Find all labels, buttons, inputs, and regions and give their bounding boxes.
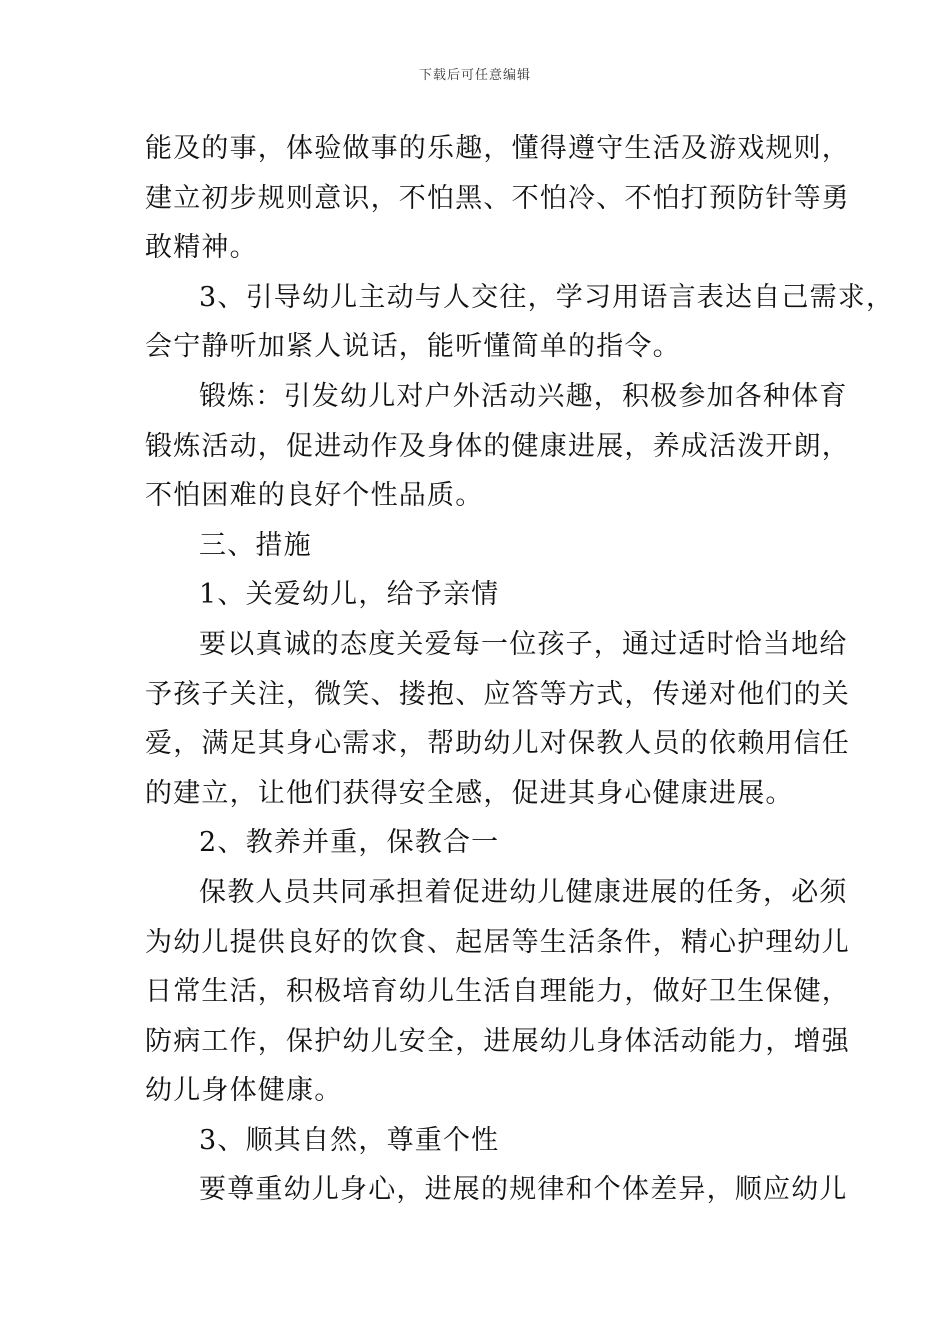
paragraph xyxy=(145,620,850,818)
text-line: 爱，满足其身心需求，帮助幼儿对保教人员的依赖用信任 xyxy=(145,728,850,760)
paragraph xyxy=(145,1165,848,1215)
paragraph xyxy=(145,521,813,571)
page-header: 下载后可任意编辑 xyxy=(418,68,531,83)
text-line: 1、关爱幼儿，给予亲情 xyxy=(199,579,500,611)
text-line: 能及的事，体验做事的乐趣，懂得遵守生活及游戏规则， xyxy=(145,133,850,164)
text-line: 三、措施 xyxy=(199,529,312,561)
text-line: 锻炼：引发幼儿对户外活动兴趣，积极参加各种体育 xyxy=(199,380,848,412)
paragraph xyxy=(145,273,895,372)
text-line: 为幼儿提供良好的饮食、起居等生活条件，精心护理幼儿 xyxy=(145,926,850,958)
paragraph xyxy=(145,124,850,273)
paragraph xyxy=(145,372,850,521)
text-line: 防病工作，保护幼儿安全，进展幼儿身体活动能力，增强 xyxy=(145,1025,850,1057)
text-line: 要尊重幼儿身心，进展的规律和个体差异，顺应幼儿 xyxy=(199,1174,848,1206)
text-line: 敢精神。 xyxy=(145,232,258,264)
text-line: 2、教养并重，保教合一 xyxy=(199,827,500,859)
text-line: 保教人员共同承担着促进幼儿健康进展的任务，必须 xyxy=(199,876,848,908)
paragraph xyxy=(145,1116,813,1166)
text-line: 日常生活，积极培育幼儿生活自理能力，做好卫生保健， xyxy=(145,976,850,1008)
text-line: 会宁静听加紧人说话，能听懂简单的指令。 xyxy=(145,331,681,363)
text-line: 不怕困难的良好个性品质。 xyxy=(145,480,484,512)
text-line: 的建立，让他们获得安全感，促进其身心健康进展。 xyxy=(145,777,794,809)
paragraph xyxy=(145,868,850,1116)
text-line: 予孩子关注，微笑、搂抱、应答等方式，传递对他们的关 xyxy=(145,678,850,710)
text-line: 要以真诚的态度关爱每一位孩子，通过适时恰当地给 xyxy=(199,628,848,660)
text-line: 锻炼活动，促进动作及身体的健康进展，养成活泼开朗， xyxy=(145,430,850,462)
document-body xyxy=(145,124,895,1215)
text-line: 3、引导幼儿主动与人交往，学习用语言表达自己需求， xyxy=(199,281,895,313)
text-line: 3、顺其自然，尊重个性 xyxy=(199,1124,500,1156)
paragraph xyxy=(145,818,813,868)
text-line: 幼儿身体健康。 xyxy=(145,1075,343,1107)
text-line: 建立初步规则意识，不怕黑、不怕冷、不怕打预防针等勇 xyxy=(145,182,850,214)
paragraph xyxy=(145,570,813,620)
